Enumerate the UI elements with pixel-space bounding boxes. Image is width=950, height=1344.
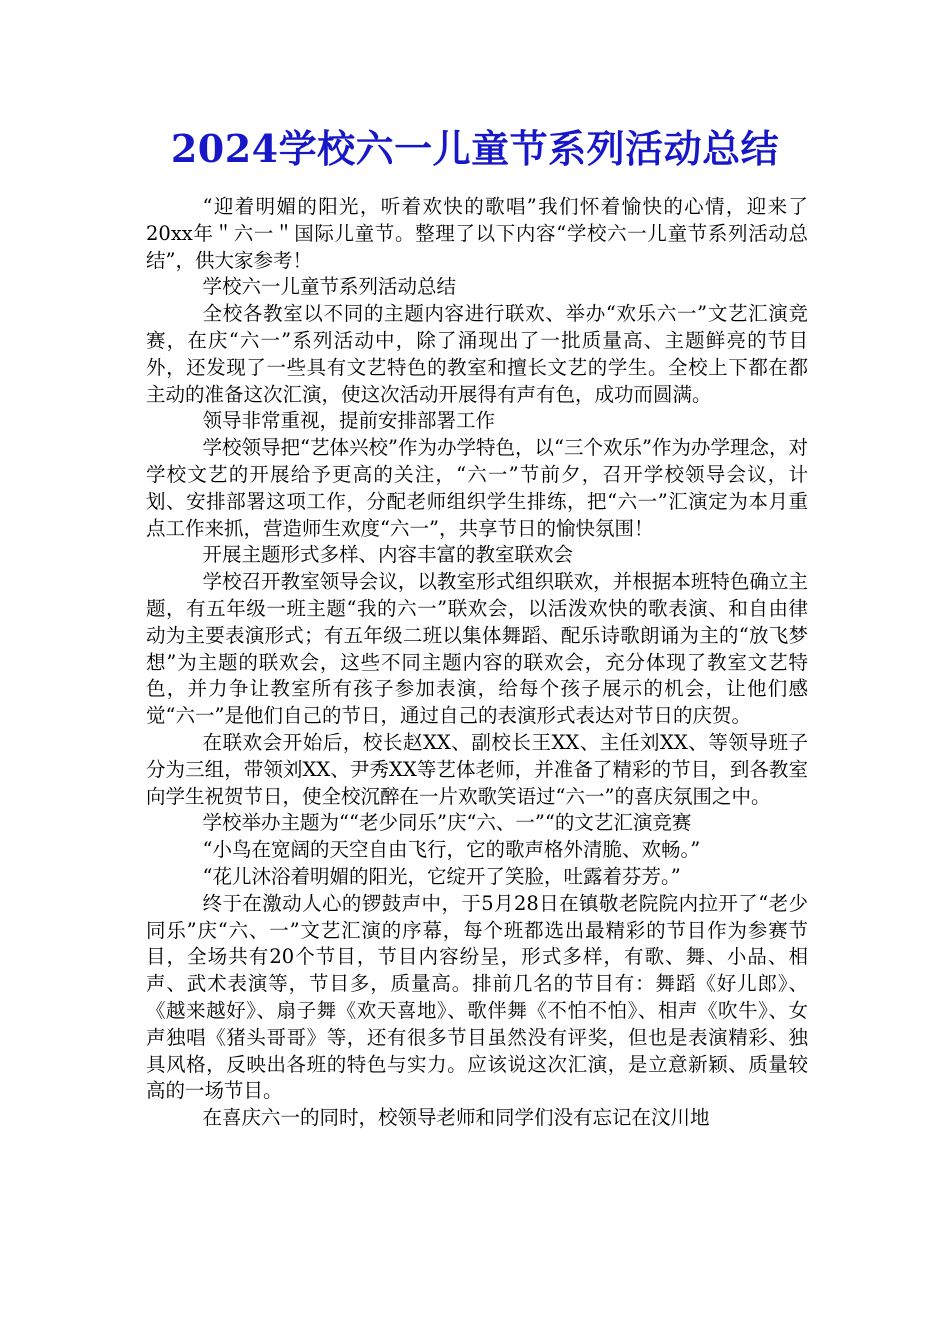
- section-heading-performance: 学校举办主题为““老少同乐”庆“六、一”“的文艺汇演竞赛: [202, 811, 692, 835]
- quote-flower: “花儿沐浴着明媚的阳光，它绽开了笑脸，吐露着芬芳。”: [202, 864, 681, 888]
- paragraph-intro: “迎着明媚的阳光，听着欢快的歌唱”我们怀着愉快的心情，迎来了20xx年＂六一＂国际儿童节。整理了以下内容“学校六一儿童节系列活动总结”，供大家参考！: [146, 195, 808, 272]
- quote-bird: “小鸟在宽阔的天空自由飞行，它的歌声格外清脆、欢畅。”: [202, 838, 701, 862]
- paragraph-leadership: 学校领导把“艺体兴校”作为办学特色，以“三个欢乐”作为办学理念，对学校文艺的开展给予更高的关注，“六一”节前夕，召开学校领导会议，计划、安排部署这项工作，分配老师组织学生排练，把“六一”汇演定为本月重点工作来抓，营造师生欢度“六一”，共享节日的愉快氛围！: [146, 436, 808, 540]
- paragraph-class-parties: 学校召开教室领导会议，以教室形式组织联欢，并根据本班特色确立主题，有五年级一班主题“我的六一”联欢会，以活泼欢快的歌表演、和自由律动为主要表演形式；有五年级二班以集体舞蹈、配乐诗歌朗诵为主的“放飞梦想”为主题的联欢会，这些不同主题内容的联欢会，充分体现了教室文艺特色，并力争让教室所有孩子参加表演，给每个孩子展示的机会，让他们感觉“六一”是他们自己的节日，通过自己的表演形式表达对节日的庆贺。: [146, 570, 808, 728]
- paragraph-overview: 全校各教室以不同的主题内容进行联欢、举办“欢乐六一”文艺汇演竞赛，在庆“六一”系列活动中，除了涌现出了一批质量高、主题鲜亮的节目外，还发现了一些具有文艺特色的教室和擅长文艺的学生。全校上下都在都主动的准备这次汇演，使这次活动开展得有声有色，成功而圆满。: [146, 302, 808, 406]
- paragraph-closing: 在喜庆六一的同时，校领导老师和同学们没有忘记在汶川地: [202, 1106, 710, 1130]
- document-body: [146, 194, 808, 1132]
- paragraph-subtitle: 学校六一儿童节系列活动总结: [202, 275, 457, 299]
- paragraph-performance: 终于在激动人心的锣鼓声中，于5月28日在镇敬老院院内拉开了“老少同乐”庆“六、一”文艺汇演的序幕，每个班都选出最精彩的节目作为参赛节目，全场共有20个节目，节目内容纷呈，形式多样，有歌、舞、小品、相声、武术表演等，节目多，质量高。排前几名的节目有：舞蹈《好儿郎》、《越来越好》、扇子舞《欢天喜地》、歌伴舞《不怕不怕》、相声《吹牛》、女声独唱《猪头哥哥》等，还有很多节目虽然没有评奖，但也是表演精彩、独具风格，反映出各班的特色与实力。应该说这次汇演，是立意新颖、质量较高的一场节目。: [146, 891, 808, 1103]
- document-title: 2024学校六一儿童节系列活动总结: [170, 126, 780, 171]
- section-heading-class-parties: 开展主题形式多样、内容丰富的教室联欢会: [202, 543, 574, 567]
- paragraph-visits: 在联欢会开始后，校长赵XX、副校长王XX、主任刘XX、等领导班子分为三组，带领刘XX、尹秀XX等艺体老师，并准备了精彩的节目，到各教室向学生祝贺节日，使全校沉醉在一片欢歌笑语过“六一”的喜庆氛围之中。: [146, 730, 808, 808]
- section-heading-leadership: 领导非常重视，提前安排部署工作: [202, 409, 496, 433]
